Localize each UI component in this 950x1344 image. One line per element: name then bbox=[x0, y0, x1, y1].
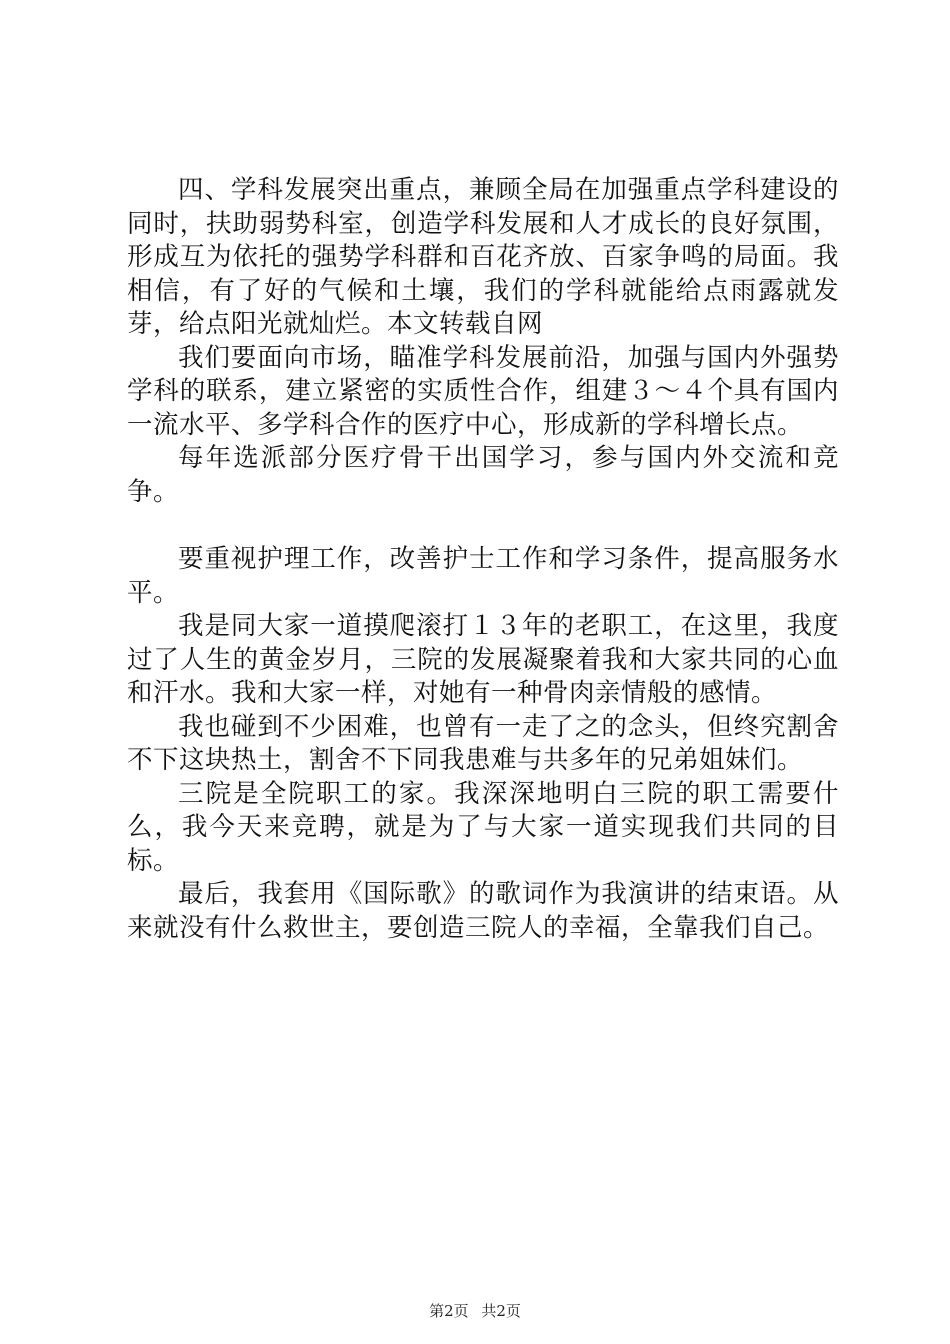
page-number: 第2页 bbox=[429, 1302, 469, 1320]
paragraph-2: 我们要面向市场，瞄准学科发展前沿，加强与国内外强势学科的联系，建立紧密的实质性合作，组建３～４个具有国内一流水平、多学科合作的医疗中心，形成新的学科增长点。 bbox=[127, 342, 839, 440]
paragraph-5: 我是同大家一道摸爬滚打１３年的老职工，在这里，我度过了人生的黄金岁月，三院的发展凝聚着我和大家共同的心血和汗水。我和大家一样，对她有一种骨肉亲情般的感情。 bbox=[127, 611, 839, 708]
paragraph-gap bbox=[127, 509, 839, 543]
paragraph-8: 最后，我套用《国际歌》的歌词作为我演讲的结束语。从来就没有什么救世主，要创造三院人的幸福，全靠我们自己。 bbox=[127, 879, 839, 943]
paragraph-7: 三院是全院职工的家。我深深地明白三院的职工需要什么，我今天来竞聘，就是为了与大家一道实现我们共同的目标。 bbox=[127, 778, 839, 876]
page-total: 共2页 bbox=[481, 1302, 521, 1320]
document-body bbox=[127, 174, 839, 945]
paragraph-6: 我也碰到不少困难，也曾有一走了之的念头，但终究割舍不下这块热土，割舍不下同我患难与共多年的兄弟姐妹们。 bbox=[127, 711, 839, 775]
paragraph-3: 每年选派部分医疗骨干出国学习，参与国内外交流和竞争。 bbox=[127, 443, 839, 507]
paragraph-1: 四、学科发展突出重点，兼顾全局在加强重点学科建设的同时，扶助弱势科室，创造学科发展和人才成长的良好氛围，形成互为依托的强势学科群和百花齐放、百家争鸣的局面。我相信，有了好的气候和土壤，我们的学科就能给点雨露就发芽，给点阳光就灿烂。本文转载自网 bbox=[127, 175, 839, 339]
paragraph-4: 要重视护理工作，改善护士工作和学习条件，提高服务水平。 bbox=[127, 544, 839, 608]
page-footer bbox=[0, 1300, 950, 1321]
